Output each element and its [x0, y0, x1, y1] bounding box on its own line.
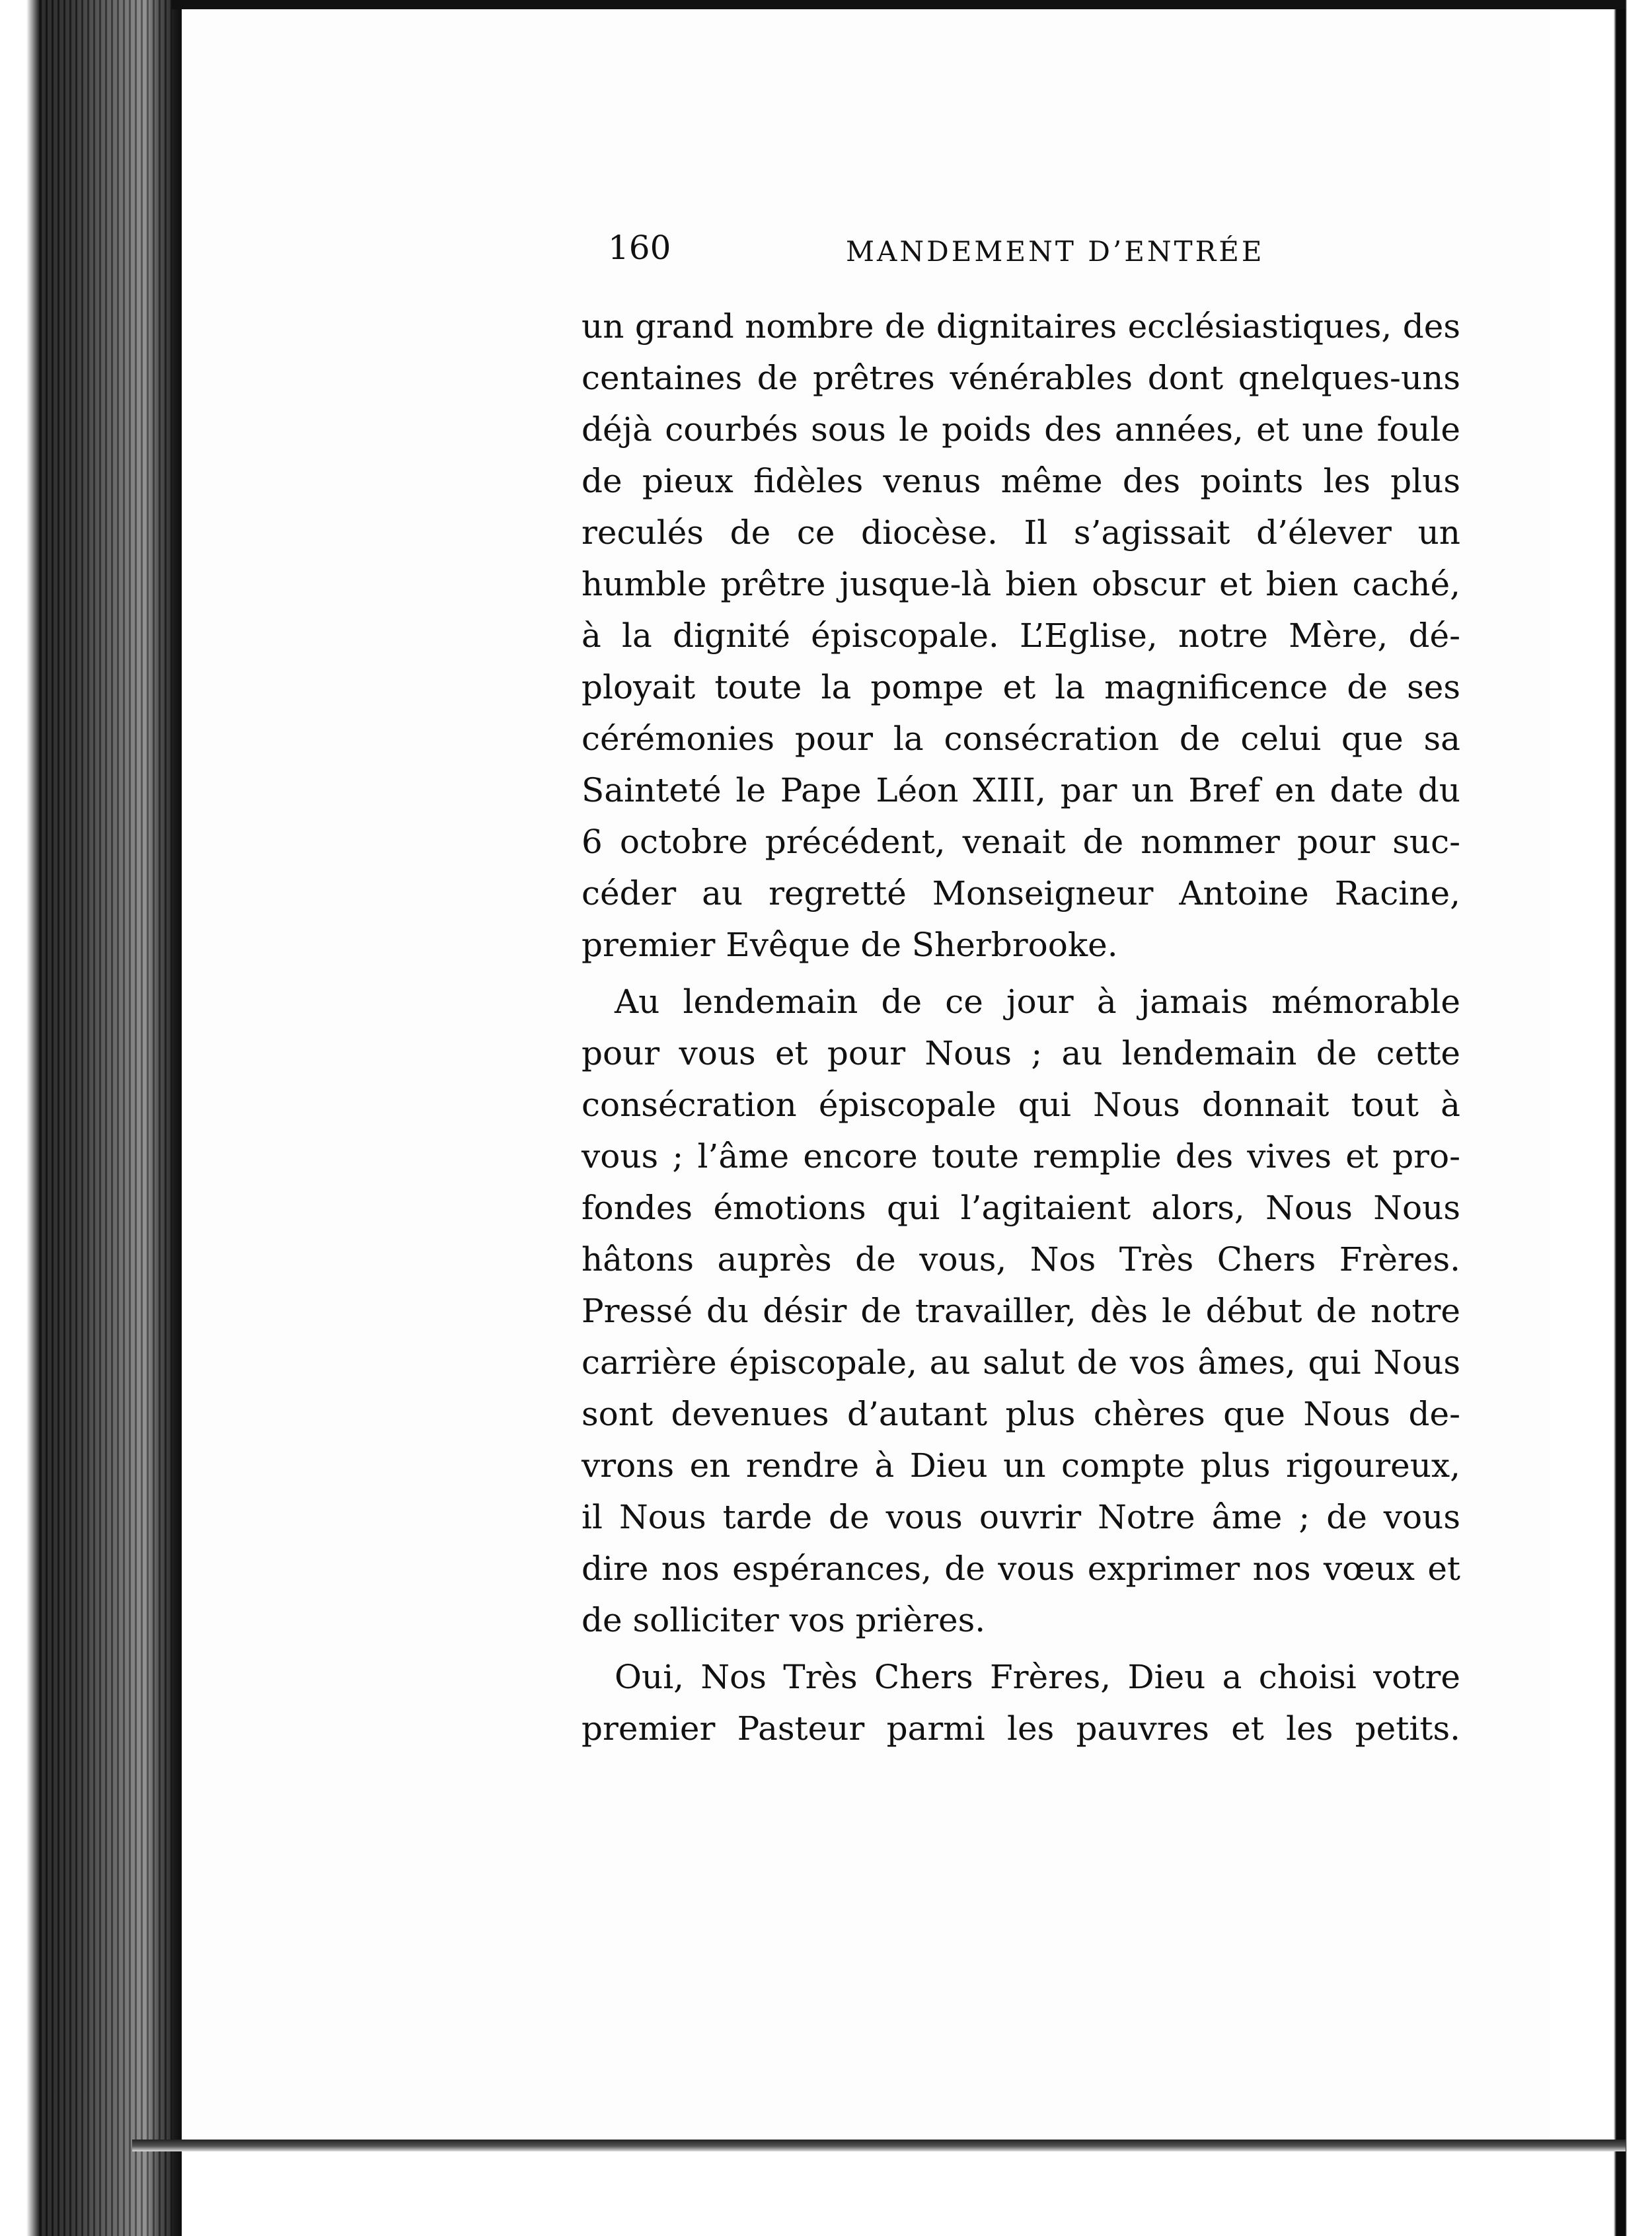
paragraph-3	[582, 1651, 1460, 1754]
text-line: carrière épiscopale, au salut de vos âmes, qui Nous	[582, 1343, 1460, 1382]
running-head	[608, 225, 1285, 271]
text-line: Sainteté le Pape Léon XIII, par un Bref en date du	[582, 771, 1460, 809]
text-line: dire nos espérances, de vous exprimer nos vœux et	[582, 1549, 1460, 1588]
text-line: Pressé du désir de travailler, dès le début de notre	[582, 1292, 1460, 1330]
running-title: MANDEMENT D’ENTRÉE	[846, 235, 1265, 268]
text-line: ployait toute la pompe et la magnificence de ses	[582, 668, 1460, 706]
page-number: 160	[608, 229, 671, 267]
text-line: de pieux fidèles venus même des points les plus	[582, 462, 1460, 500]
text-line: déjà courbés sous le poids des années, et une foule	[582, 410, 1460, 449]
text-line: Oui, Nos Très Chers Frères, Dieu a choisi votre	[615, 1658, 1460, 1696]
text-line: Au lendemain de ce jour à jamais mémorable	[615, 983, 1460, 1021]
text-line: pour vous et pour Nous ; au lendemain de cette	[582, 1034, 1460, 1072]
text-line: il Nous tarde de vous ouvrir Notre âme ; de vous	[582, 1498, 1460, 1536]
page-bottom-edge	[132, 2140, 1626, 2151]
text-line: cérémonies pour la consécration de celui que sa	[582, 720, 1460, 758]
text-line: hâtons auprès de vous, Nos Très Chers Frères.	[582, 1240, 1460, 1279]
binding-edge-right	[1553, 0, 1652, 2236]
text-line: sont devenues d’autant plus chères que Nous de-	[582, 1395, 1460, 1433]
text-line: à la dignité épiscopale. L’Eglise, notre Mère, dé-	[582, 616, 1460, 655]
text-line: vrons en rendre à Dieu un compte plus rigoureux,	[582, 1446, 1460, 1485]
text-line: consécration épiscopale qui Nous donnait tout à	[582, 1086, 1460, 1124]
text-line: premier Pasteur parmi les pauvres et les petits.	[582, 1709, 1460, 1748]
text-line: de solliciter vos prières.	[582, 1601, 986, 1639]
text-line: humble prêtre jusque-là bien obscur et bien caché,	[582, 565, 1460, 603]
text-line: 6 octobre précédent, venait de nommer pour suc-	[582, 823, 1460, 861]
binding-gutter-texture	[40, 0, 172, 2236]
text-line: reculés de ce diocèse. Il s’agissait d’élever un	[582, 513, 1460, 552]
text-line: vous ; l’âme encore toute remplie des vives et pro-	[582, 1137, 1460, 1175]
text-line: centaines de prêtres vénérables dont qnelques-uns	[582, 359, 1460, 397]
paragraph-1	[582, 301, 1460, 971]
paragraph-2	[582, 976, 1460, 1646]
page-top-edge	[172, 0, 1626, 9]
body-text	[582, 301, 1460, 1754]
text-line: premier Evêque de Sherbrooke.	[582, 926, 1118, 964]
text-line: céder au regretté Monseigneur Antoine Racine,	[582, 874, 1460, 913]
text-line: un grand nombre de dignitaires ecclésiastiques, des	[582, 307, 1460, 346]
text-line: fondes émotions qui l’agitaient alors, Nous Nous	[582, 1189, 1460, 1227]
